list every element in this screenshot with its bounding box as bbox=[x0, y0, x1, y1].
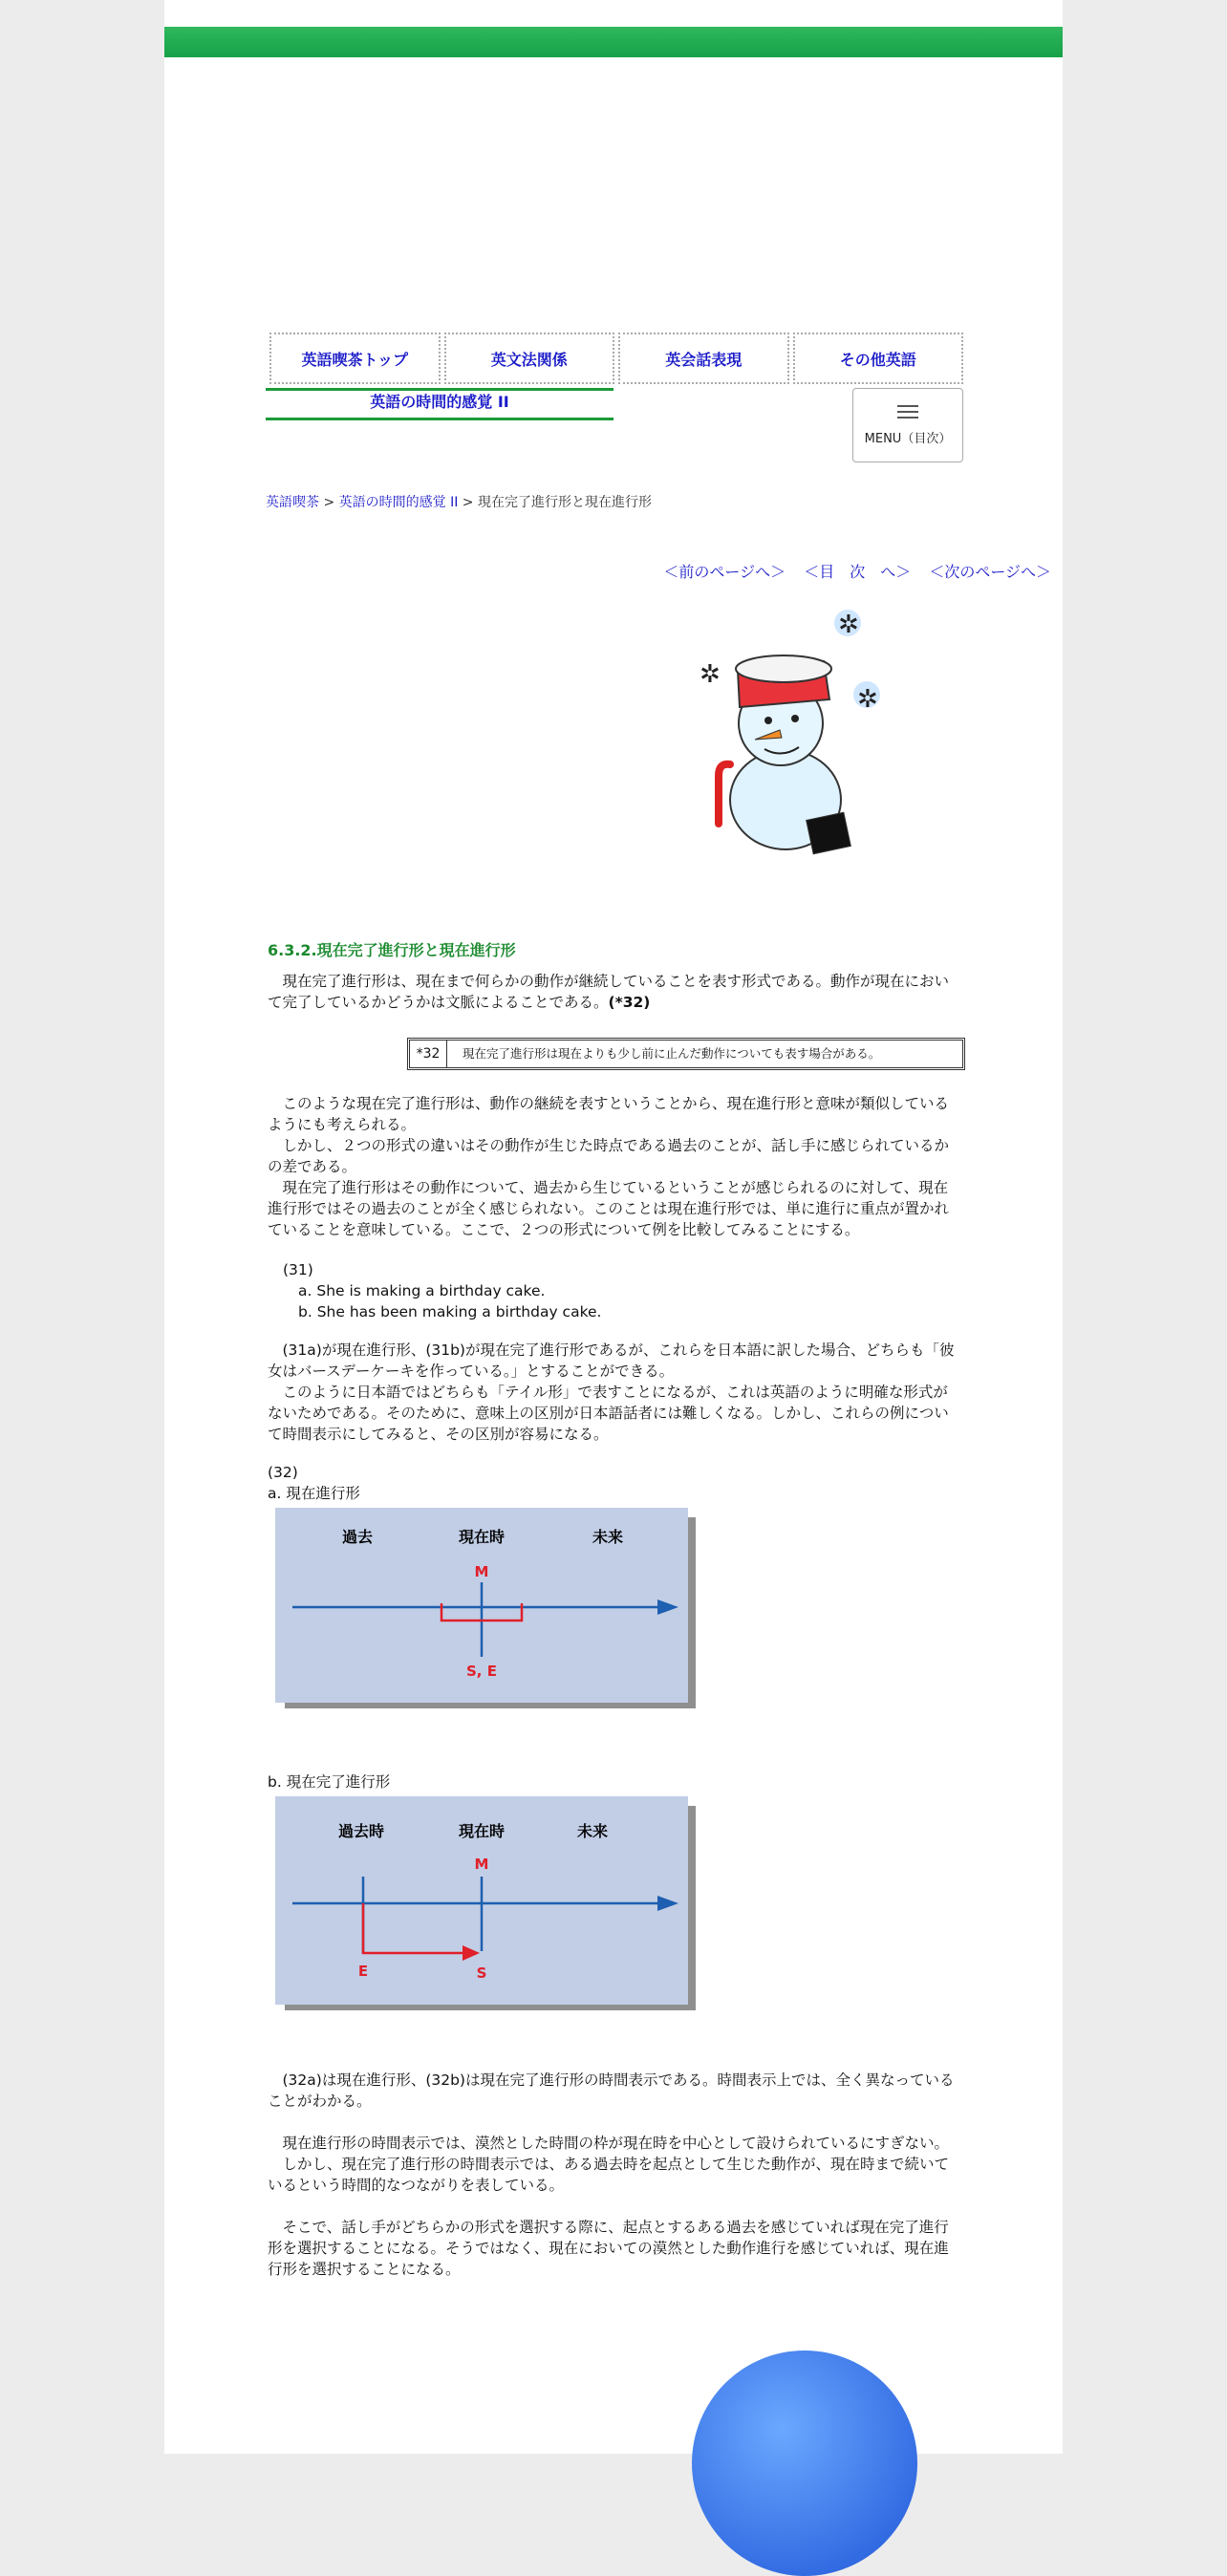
page bbox=[164, 0, 1063, 2454]
example-sentence: b. She has been making a birthday cake. bbox=[298, 1303, 602, 1320]
breadcrumb-sep: > bbox=[458, 495, 478, 510]
example-block bbox=[283, 1259, 958, 1322]
paragraph: (32a)は現在進行形、(32b)は現在完了進行形の時間表示である。時間表示上では、全く異なっていることがわかる。 bbox=[268, 2072, 955, 2110]
nav-other[interactable]: その他英語 bbox=[793, 333, 964, 384]
next-page-link[interactable]: ＜次のページへ＞ bbox=[929, 563, 1051, 581]
present-label: 現在時 bbox=[458, 1528, 506, 1546]
svg-text:✲: ✲ bbox=[838, 611, 859, 639]
pager bbox=[650, 560, 1051, 582]
past-label: 過去時 bbox=[337, 1822, 385, 1840]
paragraph bbox=[268, 971, 958, 1013]
paragraph: そこで、話し手がどちらかの形式を選択する際に、起点とするある過去を感じていれば現在完了進行形を選択することになる。そうではなく、現在においての漠然とした動作進行を感じていれば、現在進行形を選択することになる。 bbox=[268, 2219, 949, 2278]
breadcrumb-parent[interactable]: 英語の時間的感覚 II bbox=[338, 495, 459, 510]
nav-top[interactable]: 英語喫茶トップ bbox=[269, 333, 441, 384]
svg-text:✲: ✲ bbox=[700, 660, 721, 689]
breadcrumb bbox=[266, 492, 652, 511]
paragraph: しかし、２つの形式の違いはその動作が生じた時点である過去のことが、話し手に感じられているかの差である。 bbox=[268, 1137, 950, 1175]
menu-label: MENU（目次） bbox=[864, 431, 952, 446]
present-label: 現在時 bbox=[458, 1822, 506, 1840]
future-label: 未来 bbox=[576, 1822, 609, 1840]
article bbox=[268, 940, 958, 2280]
paragraph: 現在完了進行形はその動作について、過去から生じているということが感じられるのに対して、現在進行形ではその過去のことが全く感じられない。このことは現在進行形では、単に進行に重点が置かれていることを意味している。ここで、２つの形式について例を比較してみることにする。 bbox=[268, 1179, 950, 1238]
footnote-number: *32 bbox=[410, 1041, 447, 1067]
main-nav bbox=[269, 333, 963, 384]
paragraph: このような現在完了進行形は、動作の継続を表すということから、現在進行形と意味が類似しているようにも考えられる。 bbox=[268, 1095, 950, 1133]
figure-label: a. 現在進行形 bbox=[268, 1485, 360, 1502]
paragraph: このように日本語ではどちらも「テイル形」で表すことになるが、これは英語のように明確な形式がないためである。そのために、意味上の区別が日本語話者には難しくなる。しかし、これらの例について時間表示にしてみると、その区別が容易になる。 bbox=[268, 1384, 949, 1443]
m-label: M bbox=[474, 1563, 489, 1580]
timeline-diagram-perfect-progressive bbox=[275, 1796, 705, 2016]
breadcrumb-home[interactable]: 英語喫茶 bbox=[266, 495, 319, 510]
footnote-box bbox=[407, 1038, 965, 1070]
s-label: S bbox=[476, 1964, 487, 1982]
menu-button[interactable] bbox=[852, 388, 963, 462]
footnote-text: 現在完了進行形は現在よりも少し前に止んだ動作についても表す場合がある。 bbox=[463, 1046, 881, 1061]
paragraph: (31a)が現在進行形、(31b)が現在完了進行形であるが、これらを日本語に訳した場合、どちらも「彼女はバースデーケーキを作っている。」とすることができる。 bbox=[268, 1342, 955, 1380]
figure-label: b. 現在完了進行形 bbox=[268, 1773, 391, 1791]
snowman-illustration bbox=[680, 604, 900, 862]
example-number: (31) bbox=[283, 1261, 313, 1278]
nav-grammar[interactable]: 英文法関係 bbox=[444, 333, 615, 384]
breadcrumb-current: 現在完了進行形と現在進行形 bbox=[478, 495, 652, 510]
paragraph-text: 現在完了進行形は、現在まで何らかの動作が継続していることを表す形式である。動作が現在において完了しているかどうかは文脈によることである。 bbox=[268, 973, 950, 1011]
breadcrumb-sep: > bbox=[319, 495, 339, 510]
svg-text:✲: ✲ bbox=[857, 685, 878, 714]
toc-link[interactable]: ＜目 次 へ＞ bbox=[804, 563, 912, 581]
footnote-ref[interactable]: (*32) bbox=[608, 994, 651, 1011]
m-label: M bbox=[474, 1856, 489, 1873]
past-label: 過去 bbox=[341, 1528, 374, 1546]
decorative-illustration bbox=[692, 2351, 917, 2576]
se-label: S, E bbox=[466, 1663, 497, 1680]
hamburger-icon bbox=[897, 405, 918, 419]
paragraph: しかし、現在完了進行形の時間表示では、ある過去時を起点として生じた動作が、現在時まで続いているという時間的なつながりを表している。 bbox=[268, 2156, 950, 2194]
section-title[interactable]: 英語の時間的感覚 II bbox=[266, 388, 614, 420]
prev-page-link[interactable]: ＜前のページへ＞ bbox=[663, 563, 786, 581]
article-heading: 6.3.2.現在完了進行形と現在進行形 bbox=[268, 941, 516, 959]
example-sentence: a. She is making a birthday cake. bbox=[298, 1282, 546, 1299]
figure-number: (32) bbox=[268, 1464, 298, 1481]
paragraph: 現在進行形の時間表示では、漠然とした時間の枠が現在時を中心として設けられているにすぎない。 bbox=[282, 2135, 950, 2152]
header-bar bbox=[164, 27, 1063, 57]
future-label: 未来 bbox=[592, 1528, 624, 1546]
e-label: E bbox=[357, 1963, 369, 1980]
timeline-diagram-progressive bbox=[275, 1508, 705, 1718]
nav-conversation[interactable]: 英会話表現 bbox=[618, 333, 789, 384]
